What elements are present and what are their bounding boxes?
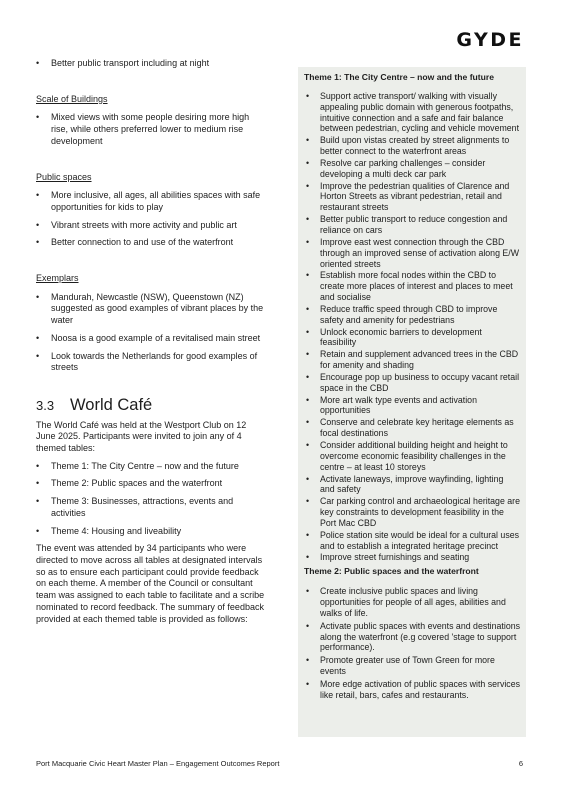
list-item: • More art walk type events and activation opportunities: [304, 395, 520, 417]
theme1-heading: Theme 1: The City Centre – now and the future: [304, 72, 495, 82]
list-item: • Police station site would be ideal for a cultural uses and to establish a integrated heritage precinct: [304, 530, 520, 552]
left-column: [36, 58, 266, 631]
exemplars-heading: Exemplars: [36, 273, 79, 284]
list-item: • Mandurah, Newcastle (NSW), Queenstown (NZ) suggested as good examples of vibrant places by the water: [36, 292, 266, 327]
scale-list: [36, 112, 266, 147]
list-item: • More edge activation of public spaces with services like retail, bars, cafes and restaurants.: [304, 679, 520, 701]
list-item: • Theme 1: The City Centre – now and the future: [36, 461, 266, 473]
list-item: • Noosa is a good example of a revitalised main street: [36, 333, 266, 345]
event-paragraph: The event was attended by 34 participants who were directed to move across all tables at designated intervals so as to ensure each participant could provide feedback on each theme. A member of the Council or consultant team was assigned to each table to facilitate and a scribe nominated to record feedback. The summary of feedback provided at each themed table is provided as follows:: [36, 543, 265, 624]
list-item: • Establish more focal nodes within the CBD to create more places of interest and places to meet and socialise: [304, 270, 520, 303]
themes-list: [36, 461, 266, 538]
public-spaces-heading: Public spaces: [36, 171, 92, 182]
list-item: • Build upon vistas created by street alignments to better connect to the waterfront areas: [304, 135, 520, 157]
gyde-logo: GYDE: [456, 29, 524, 51]
footer-title: Port Macquarie Civic Heart Master Plan – Engagement Outcomes Report: [36, 759, 280, 768]
list-item: • Unlock economic barriers to development feasibility: [304, 327, 520, 349]
theme2-list: [304, 586, 520, 700]
list-item: • Improve street furnishings and seating: [304, 552, 520, 563]
list-item: • Improve the pedestrian qualities of Clarence and Horton Streets as vibrant pedestrian, retail and restaurant streets: [304, 181, 520, 214]
intro-paragraph: The World Café was held at the Westport Club on 12 June 2025. Participants were invited to join any of 4 themed tables:: [36, 419, 247, 454]
list-item: • Mixed views with some people desiring more high rise, while others preferred lower to medium rise development: [36, 112, 266, 147]
list-item: • Theme 2: Public spaces and the waterfront: [36, 478, 266, 490]
list-item: • Activate public spaces with events and destinations along the waterfront (e.g covered 'stage to support performance).: [304, 621, 520, 654]
theme1-list: [304, 91, 520, 563]
section-number: 3.3: [36, 397, 55, 413]
list-item: • Improve east west connection through the CBD through an improved sense of activation along E/W oriented streets: [304, 237, 520, 270]
list-item: • Reduce traffic speed through CBD to improve safety and amenity for pedestrians: [304, 304, 520, 326]
list-item: • More inclusive, all ages, all abilities spaces with safe opportunities for kids to play: [36, 190, 266, 213]
section-title: [36, 395, 266, 414]
theme2-heading: Theme 2: Public spaces and the waterfront: [304, 566, 479, 577]
list-item: • Conserve and celebrate key heritage elements as focal destinations: [304, 417, 520, 439]
page-number: 6: [518, 759, 523, 768]
theme-summary-panel: [298, 67, 526, 737]
list-item: • Better public transport including at night: [36, 58, 266, 70]
list-item: • Look towards the Netherlands for good examples of streets: [36, 351, 266, 374]
list-item: • Create inclusive public spaces and living opportunities for people of all ages, abilities and walks of life.: [304, 586, 520, 619]
list-item: • Promote greater use of Town Green for more events: [304, 655, 520, 677]
list-item: • Encourage pop up business to occupy vacant retail space in the CBD: [304, 372, 520, 394]
list-item: • Better public transport to reduce congestion and reliance on cars: [304, 214, 520, 236]
exemplars-list: [36, 292, 266, 374]
list-item: • Consider additional building height and height to overcome economic feasibility challenges in the centre – at least 10 storeys: [304, 440, 520, 473]
list-item: • Retain and supplement advanced trees in the CBD for amenity and shading: [304, 349, 520, 371]
list-item: • Better connection to and use of the waterfront: [36, 237, 266, 249]
list-item: • Support active transport/ walking with visually appealing public domain with generous footpaths, intuitive connection and a safe and fair balance between pedestrian, cycling and vehicle movement: [304, 91, 520, 134]
list-item: • Car parking control and archaeological heritage are key constraints to development feasibility in the Port Mac CBD: [304, 496, 520, 529]
list-item: • Vibrant streets with more activity and public art: [36, 220, 266, 232]
list-item: • Activate laneways, improve wayfinding, lighting and safety: [304, 474, 520, 496]
public-spaces-list: [36, 190, 266, 249]
scale-heading: Scale of Buildings: [36, 93, 108, 104]
list-item: • Resolve car parking challenges – consider developing a multi deck car park: [304, 158, 520, 180]
section-name: World Café: [70, 395, 153, 414]
list-item: • Theme 3: Businesses, attractions, events and activities: [36, 496, 266, 519]
list-item: • Theme 4: Housing and liveability: [36, 526, 266, 538]
intro-list: [36, 58, 266, 70]
